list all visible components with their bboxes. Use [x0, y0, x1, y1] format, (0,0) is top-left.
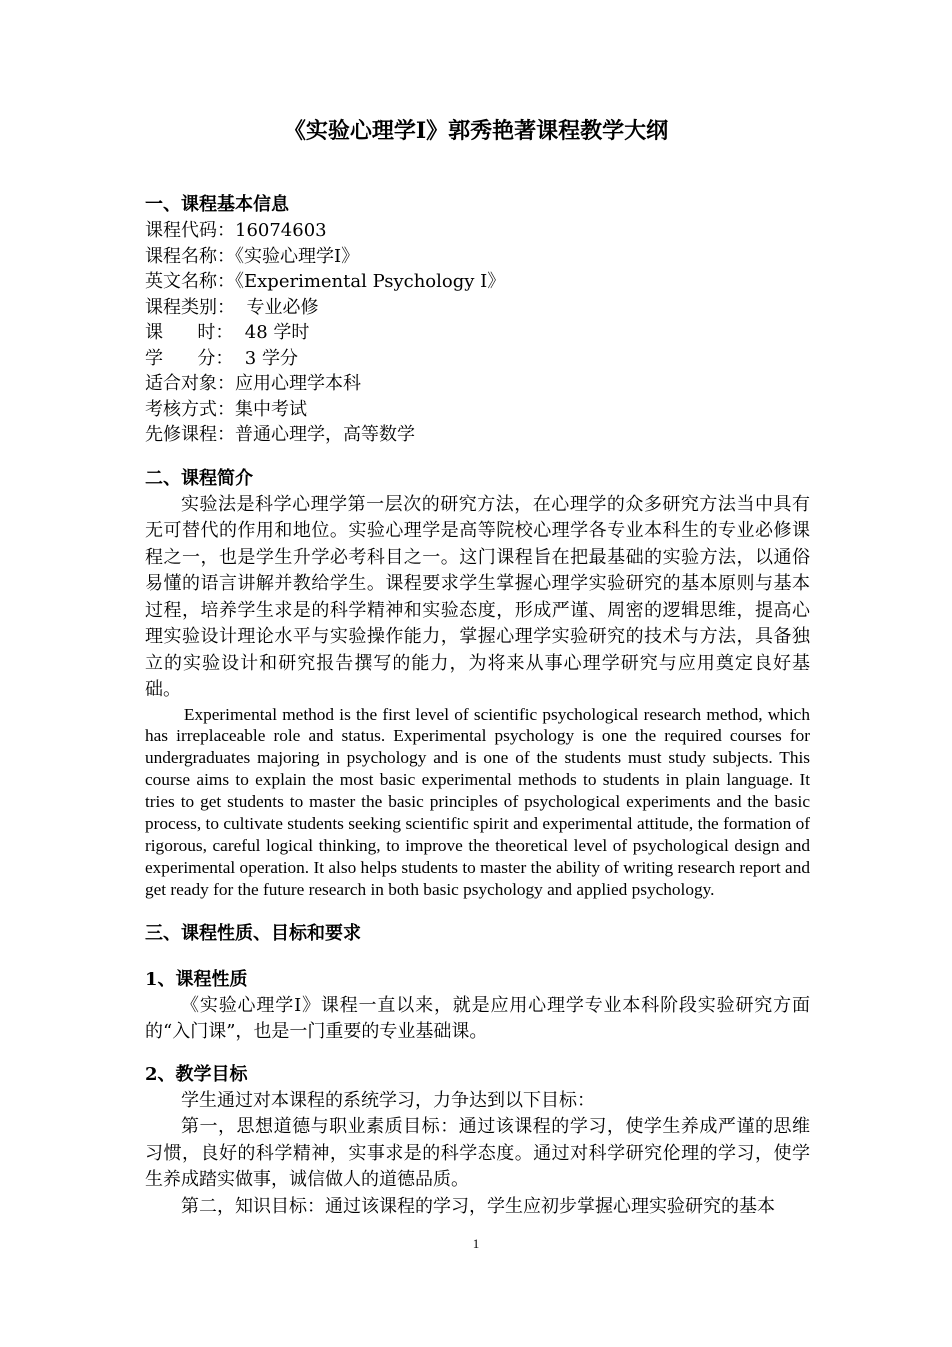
subsection-heading-nature: 1、课程性质 [145, 968, 248, 990]
basic-info-list [145, 218, 810, 448]
subsection-heading-objectives: 2、教学目标 [145, 1063, 248, 1085]
info-course-name: 课程名称：《实验心理学Ⅰ》 [145, 245, 360, 267]
objectives-first: 第一，思想道德与职业素质目标：通过该课程的学习，使学生养成严谨的思维习惯，良好的科学精神，实事求是的科学态度。通过对科学研究伦理的学习，使学生养成踏实做事，诚信做人的道德品质。 [145, 1116, 810, 1191]
info-audience: 适合对象：应用心理学本科 [145, 373, 361, 394]
page-number: 1 [472, 1236, 480, 1251]
info-course-type: 课程类别： 专业必修 [145, 296, 319, 318]
objectives-intro: 学生通过对本课程的系统学习，力争达到以下目标： [181, 1089, 595, 1111]
nature-paragraph: 《实验心理学Ⅰ》课程一直以来，就是应用心理学专业本科阶段实验研究方面的“入门课”，也是一门重要的专业基础课。 [145, 994, 810, 1043]
intro-paragraph-english: Experimental method is the first level of scientific psychological research method, which has irreplaceable role and status. Experimental psychology is one the required courses for undergraduates majoring in psychology and is one of the students must study subjects. This course aims to explain the most basic experimental methods to students in plain language. It tries to get students to master the basic principles of psychological experiments and the basic process, to cultivate students seeking scientific spirit and experimental attitude, the formation of rigorous, careful logical thinking, to improve the theoretical level of psychological design and experimental operation. It also helps students to master the ability of writing research report and get ready for the future research in both basic psychology and applied psychology. [145, 704, 810, 899]
info-hours: 课 时： 48 学时 [145, 322, 310, 343]
section-heading-intro: 二、课程简介 [145, 467, 253, 489]
section-heading-nature: 三、课程性质、目标和要求 [145, 922, 361, 944]
info-course-code: 课程代码：16074603 [145, 220, 327, 241]
info-credits: 学 分： 3 学分 [145, 347, 298, 369]
info-english-name: 英文名称：《Experimental Psychology Ⅰ》 [145, 271, 506, 292]
info-prerequisites: 先修课程：普通心理学，高等数学 [145, 424, 415, 445]
objectives-second: 第二，知识目标：通过该课程的学习，学生应初步掌握心理实验研究的基本 [181, 1195, 775, 1217]
info-assessment: 考核方式：集中考试 [145, 398, 307, 420]
section-heading-basic-info: 一、课程基本信息 [145, 194, 289, 215]
document-title: 《实验心理学Ⅰ》郭秀艳著课程教学大纲 [283, 118, 669, 144]
intro-paragraph-chinese: 实验法是科学心理学第一层次的研究方法，在心理学的众多研究方法当中具有无可替代的作用和地位。实验心理学是高等院校心理学各专业本科生的专业必修课程之一，也是学生升学必考科目之一。这门课程旨在把最基础的实验方法，以通俗易懂的语言讲解并教给学生。课程要求学生掌握心理学实验研究的基本原则与基本过程，培养学生求是的科学精神和实验态度，形成严谨、周密的逻辑思维，提高心理实验设计理论水平与实验操作能力，掌握心理学实验研究的技术与方法，具备独立的实验设计和研究报告撰写的能力，为将来从事心理学研究与应用奠定良好基础。 [145, 493, 810, 700]
document-body [145, 192, 810, 1220]
